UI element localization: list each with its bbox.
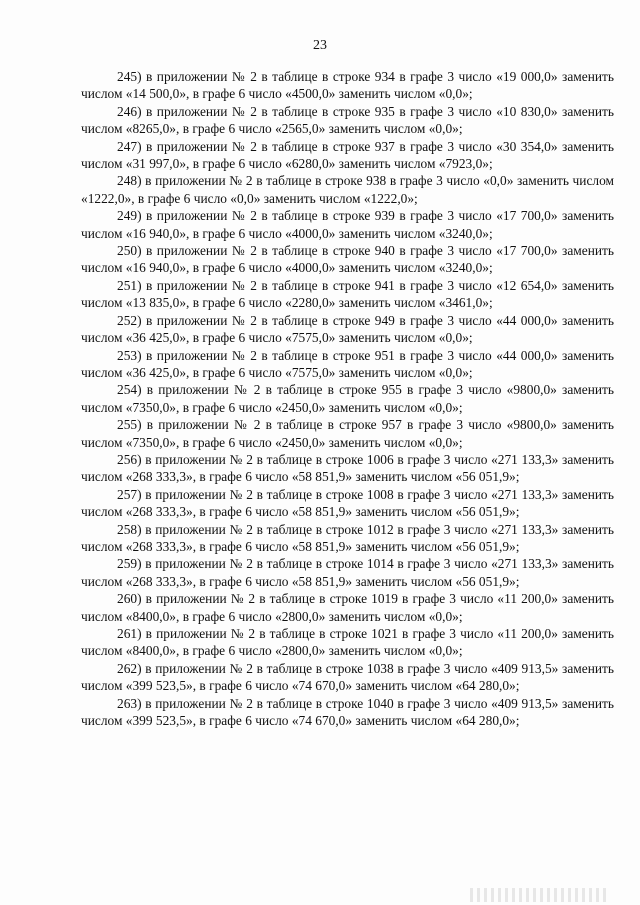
amendment-item: 249) в приложении № 2 в таблице в строке 939 в графе 3 число «17 700,0» заменить числом «16 940,0», в графе 6 число «4000,0» заменить числом «3240,0»;: [81, 208, 614, 241]
amendment-item: 251) в приложении № 2 в таблице в строке 941 в графе 3 число «12 654,0» заменить числом «13 835,0», в графе 6 число «2280,0» заменить числом «3461,0»;: [81, 277, 614, 311]
amendment-item: 254) в приложении № 2 в таблице в строке 955 в графе 3 число «9800,0» заменить числом «7350,0», в графе 6 число «2450,0» заменить числом «0,0»;: [81, 382, 614, 415]
amendment-item: 258) в приложении № 2 в таблице в строке 1012 в графе 3 число «271 133,3» заменить числом «268 333,3», в графе 6 число «58 851,9» заменить числом «56 051,9»;: [81, 521, 614, 554]
page-number: 23: [313, 38, 327, 53]
amendment-item: 246) в приложении № 2 в таблице в строке 935 в графе 3 число «10 830,0» заменить числом «8265,0», в графе 6 число «2565,0» заменить числом «0,0»;: [81, 103, 614, 137]
amendment-item: 256) в приложении № 2 в таблице в строке 1006 в графе 3 число «271 133,3» заменить числом «268 333,3», в графе 6 число «58 851,9» заменить числом «56 051,9»;: [81, 451, 614, 485]
scan-artifact: [470, 888, 610, 902]
amendment-item: 253) в приложении № 2 в таблице в строке 951 в графе 3 число «44 000,0» заменить числом «36 425,0», в графе 6 число «7575,0» заменить числом «0,0»;: [81, 347, 614, 380]
amendment-item: 257) в приложении № 2 в таблице в строке 1008 в графе 3 число «271 133,3» заменить числом «268 333,3», в графе 6 число «58 851,9» заменить числом «56 051,9»;: [81, 486, 614, 520]
amendment-list: [81, 68, 614, 729]
amendment-item: 255) в приложении № 2 в таблице в строке 957 в графе 3 число «9800,0» заменить числом «7350,0», в графе 6 число «2450,0» заменить числом «0,0»;: [81, 417, 614, 450]
amendment-item: 263) в приложении № 2 в таблице в строке 1040 в графе 3 число «409 913,5» заменить числом «399 523,5», в графе 6 число «74 670,0» заменить числом «64 280,0»;: [81, 695, 614, 729]
amendment-item: 245) в приложении № 2 в таблице в строке 934 в графе 3 число «19 000,0» заменить числом «14 500,0», в графе 6 число «4500,0» заменить числом «0,0»;: [81, 69, 614, 102]
amendment-item: 248) в приложении № 2 в таблице в строке 938 в графе 3 число «0,0» заменить числом «1222,0», в графе 6 число «0,0» заменить числом «1222,0»;: [81, 173, 614, 206]
amendment-item: 260) в приложении № 2 в таблице в строке 1019 в графе 3 число «11 200,0» заменить числом «8400,0», в графе 6 число «2800,0» заменить числом «0,0»;: [81, 591, 614, 624]
amendment-item: 262) в приложении № 2 в таблице в строке 1038 в графе 3 число «409 913,5» заменить числом «399 523,5», в графе 6 число «74 670,0» заменить числом «64 280,0»;: [81, 660, 614, 694]
amendment-item: 252) в приложении № 2 в таблице в строке 949 в графе 3 число «44 000,0» заменить числом «36 425,0», в графе 6 число «7575,0» заменить числом «0,0»;: [81, 312, 614, 346]
amendment-item: 250) в приложении № 2 в таблице в строке 940 в графе 3 число «17 700,0» заменить числом «16 940,0», в графе 6 число «4000,0» заменить числом «3240,0»;: [81, 243, 614, 276]
amendment-item: 247) в приложении № 2 в таблице в строке 937 в графе 3 число «30 354,0» заменить числом «31 997,0», в графе 6 число «6280,0» заменить числом «7923,0»;: [81, 138, 614, 172]
amendment-item: 259) в приложении № 2 в таблице в строке 1014 в графе 3 число «271 133,3» заменить числом «268 333,3», в графе 6 число «58 851,9» заменить числом «56 051,9»;: [81, 556, 614, 589]
amendment-item: 261) в приложении № 2 в таблице в строке 1021 в графе 3 число «11 200,0» заменить числом «8400,0», в графе 6 число «2800,0» заменить числом «0,0»;: [81, 626, 614, 659]
